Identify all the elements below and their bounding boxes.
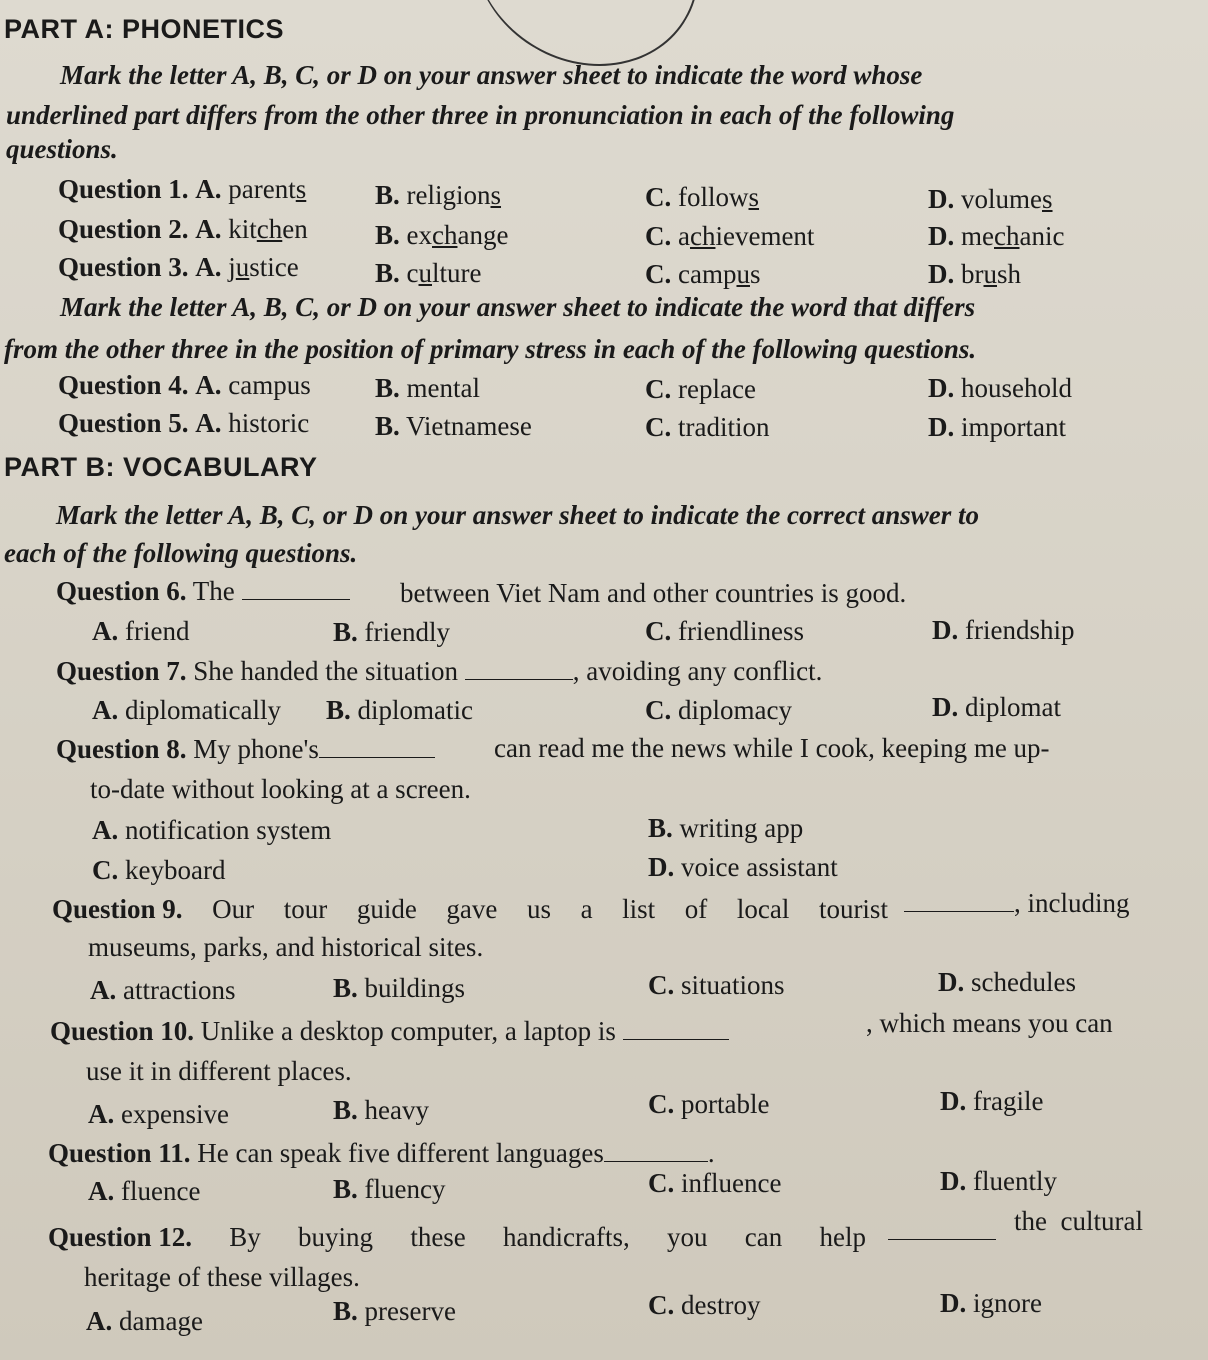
- question-text: The: [192, 576, 235, 606]
- option-text: fluency: [364, 1174, 446, 1204]
- answer-blank: [888, 1217, 996, 1240]
- option-text: buildings: [364, 973, 466, 1003]
- q12-option-c: [648, 1288, 760, 1322]
- option-text: notification system: [125, 815, 332, 845]
- option-text: situations: [681, 970, 785, 1000]
- part-a-title: PART A: PHONETICS: [4, 14, 285, 44]
- option-text: voice assistant: [681, 852, 838, 882]
- option-letter: B.: [375, 411, 400, 441]
- question-7: [56, 654, 822, 688]
- option-letter: C.: [645, 695, 672, 725]
- question-word: can: [744, 1222, 783, 1252]
- question-11: [48, 1136, 715, 1170]
- question-12-cont: the cultural: [1014, 1206, 1143, 1236]
- instruction-line: Mark the letter A, B, C, or D on your answer sheet to indicate the correct answer to: [56, 500, 980, 530]
- option-letter: C.: [645, 259, 672, 289]
- option-letter: A.: [86, 1306, 113, 1336]
- option-text: attractions: [123, 975, 236, 1005]
- option-text: fragile: [973, 1086, 1044, 1116]
- q10-option-c: [648, 1087, 769, 1121]
- q3-option-d: [928, 257, 1021, 291]
- option-text: replace: [678, 374, 756, 404]
- option-letter: C.: [92, 855, 119, 885]
- option-text: Vietnamese: [406, 411, 532, 441]
- q1-option-b: [375, 178, 501, 212]
- option-text: keyboard: [125, 855, 226, 885]
- option-letter: B.: [326, 695, 351, 725]
- q10-option-a: [88, 1097, 229, 1131]
- option-text: br: [961, 259, 984, 289]
- underlined-part: ch: [256, 214, 283, 244]
- answer-blank: [623, 1017, 729, 1040]
- q2-option-d: [928, 219, 1064, 253]
- option-text: friendliness: [678, 616, 804, 646]
- question-word: guide: [356, 894, 417, 924]
- question-label: Question 8.: [56, 734, 187, 764]
- question-text: .: [707, 1138, 715, 1168]
- option-letter: D.: [648, 852, 675, 882]
- question-4: [58, 368, 311, 402]
- question-label: Question 12.: [48, 1222, 193, 1252]
- option-text: diplomat: [965, 692, 1061, 722]
- option-letter: B.: [333, 973, 358, 1003]
- option-letter: A.: [92, 815, 119, 845]
- q8-option-b: [648, 811, 803, 845]
- q9-option-c: [648, 968, 785, 1002]
- option-letter: D.: [928, 221, 955, 251]
- option-letter: D.: [932, 615, 959, 645]
- q8-option-d: [648, 850, 838, 884]
- option-text: friendly: [364, 617, 450, 647]
- question-text: , avoiding any conflict.: [572, 656, 823, 686]
- q10-option-d: [940, 1084, 1043, 1118]
- question-5: [58, 406, 309, 440]
- option-letter: C.: [648, 970, 675, 1000]
- question-label: Question 6.: [56, 576, 187, 606]
- q6-option-b: [333, 615, 450, 649]
- instruction-line: Mark the letter A, B, C, or D on your answer sheet to indicate the word that differs: [60, 292, 976, 322]
- option-text: fluence: [121, 1176, 201, 1206]
- option-letter: A.: [92, 695, 119, 725]
- option-letter: A.: [195, 214, 222, 244]
- option-text: diplomatically: [125, 695, 281, 725]
- q4-option-b: [375, 371, 480, 405]
- option-letter: C.: [648, 1168, 675, 1198]
- option-letter: D.: [938, 967, 965, 997]
- question-8-cont: can read me the news while I cook, keeping me up-: [494, 733, 1050, 763]
- question-text: , including: [1014, 888, 1130, 918]
- question-label: Question 4.: [58, 370, 189, 400]
- option-letter: D.: [932, 692, 959, 722]
- option-text: en: [282, 214, 308, 244]
- option-letter: D.: [940, 1288, 967, 1318]
- q12-option-b: [333, 1294, 456, 1328]
- option-text: sh: [997, 259, 1022, 289]
- question-10-line2: use it in different places.: [86, 1056, 352, 1086]
- underlined-part: s: [748, 182, 760, 212]
- question-text: He can speak five different languages: [197, 1138, 604, 1168]
- question-12: [48, 1220, 866, 1254]
- underlined-part: u: [235, 252, 250, 282]
- q2-option-b: [375, 218, 508, 252]
- option-letter: A.: [88, 1099, 115, 1129]
- option-text: historic: [228, 408, 310, 438]
- option-text: destroy: [681, 1290, 761, 1320]
- option-letter: D.: [928, 373, 955, 403]
- option-letter: D.: [928, 184, 955, 214]
- option-text: kit: [228, 214, 257, 244]
- q7-option-d: [932, 690, 1061, 724]
- question-9-line2: museums, parks, and historical sites.: [88, 932, 484, 962]
- q5-option-b: [375, 409, 532, 443]
- option-letter: D.: [940, 1166, 967, 1196]
- question-10-cont: , which means you can: [866, 1008, 1113, 1038]
- option-text: stice: [249, 252, 299, 282]
- question-9-cont: [904, 886, 1130, 920]
- question-word: you: [667, 1222, 708, 1252]
- part-b-title: PART B: VOCABULARY: [4, 452, 318, 482]
- option-letter: A.: [90, 975, 117, 1005]
- option-letter: B.: [333, 1296, 358, 1326]
- question-label: Question 7.: [56, 656, 187, 686]
- option-text: expensive: [121, 1099, 229, 1129]
- question-label: Question 10.: [50, 1016, 195, 1046]
- underlined-part: ch: [689, 221, 716, 251]
- option-letter: A.: [92, 616, 119, 646]
- option-text: ange: [457, 220, 509, 250]
- option-text: diplomacy: [678, 695, 792, 725]
- option-letter: C.: [648, 1290, 675, 1320]
- question-label: Question 1.: [58, 174, 189, 204]
- option-text: important: [961, 412, 1066, 442]
- instruction-line: from the other three in the position of primary stress in each of the following questions.: [4, 334, 977, 364]
- question-word: list: [622, 894, 656, 924]
- option-text: writing app: [679, 813, 804, 843]
- q11-option-a: [88, 1174, 200, 1208]
- q10-option-b: [333, 1093, 429, 1127]
- question-label: Question 11.: [48, 1138, 191, 1168]
- question-word: local: [736, 894, 790, 924]
- underlined-part: s: [295, 174, 307, 204]
- q11-option-b: [333, 1172, 445, 1206]
- option-text: me: [961, 221, 994, 251]
- question-9: [52, 892, 888, 926]
- q9-option-d: [938, 965, 1076, 999]
- option-text: religion: [406, 180, 491, 210]
- q12-option-a: [86, 1304, 203, 1338]
- question-text: My phone's: [193, 734, 319, 764]
- question-3: [58, 250, 299, 284]
- option-text: portable: [681, 1089, 770, 1119]
- option-text: parent: [228, 174, 296, 204]
- question-12-line2: heritage of these villages.: [84, 1262, 360, 1292]
- option-letter: B.: [648, 813, 673, 843]
- underlined-part: ch: [432, 220, 458, 250]
- option-letter: B.: [375, 258, 400, 288]
- q4-option-c: [645, 372, 756, 406]
- option-text: ignore: [973, 1288, 1042, 1318]
- option-text: anic: [1019, 221, 1065, 251]
- underlined-part: u: [418, 258, 432, 288]
- option-letter: C.: [645, 374, 672, 404]
- q4-option-d: [928, 371, 1072, 405]
- underlined-part: u: [983, 259, 997, 289]
- question-word: these: [410, 1222, 466, 1252]
- option-text: preserve: [364, 1296, 456, 1326]
- option-text: mental: [406, 373, 480, 403]
- option-text: a: [678, 221, 690, 251]
- question-12-blank: [888, 1214, 996, 1248]
- option-letter: C.: [645, 412, 672, 442]
- option-text: friendship: [965, 615, 1075, 645]
- underlined-part: ch: [994, 221, 1020, 251]
- option-letter: A.: [88, 1176, 115, 1206]
- option-letter: C.: [645, 182, 672, 212]
- answer-blank: [465, 657, 573, 680]
- question-word: By: [229, 1222, 261, 1252]
- option-letter: A.: [195, 370, 222, 400]
- question-word: Our: [212, 894, 255, 924]
- option-text: lture: [432, 258, 482, 288]
- option-letter: B.: [333, 617, 358, 647]
- option-text: tradition: [678, 412, 770, 442]
- option-letter: B.: [333, 1095, 358, 1125]
- underlined-part: s: [1042, 184, 1053, 214]
- question-label: Question 9.: [52, 894, 183, 924]
- option-text: ex: [406, 220, 432, 250]
- option-text: follow: [678, 182, 749, 212]
- q11-option-c: [648, 1166, 781, 1200]
- question-label: Question 2.: [58, 214, 189, 244]
- option-text: s: [749, 259, 761, 289]
- question-1: [58, 172, 306, 206]
- question-word: tour: [283, 894, 328, 924]
- question-8-line2: to-date without looking at a screen.: [90, 774, 471, 804]
- option-text: volume: [961, 184, 1042, 214]
- question-10: [50, 1014, 729, 1048]
- option-letter: D.: [928, 259, 955, 289]
- option-letter: A.: [195, 252, 222, 282]
- question-word: a: [580, 894, 593, 924]
- q9-option-b: [333, 971, 465, 1005]
- question-label: Question 5.: [58, 408, 189, 438]
- question-text: Unlike a desktop computer, a laptop is: [200, 1016, 616, 1046]
- answer-blank: [604, 1139, 708, 1162]
- option-text: campus: [228, 370, 311, 400]
- question-word: of: [684, 894, 708, 924]
- q6-option-c: [645, 614, 804, 648]
- option-letter: C.: [645, 221, 672, 251]
- underlined-part: s: [490, 180, 502, 210]
- option-text: fluently: [973, 1166, 1057, 1196]
- question-word: gave: [446, 894, 498, 924]
- option-letter: B.: [375, 180, 400, 210]
- q8-option-a: [92, 813, 331, 847]
- underlined-part: u: [736, 259, 750, 289]
- q5-option-d: [928, 410, 1066, 444]
- q1-option-c: [645, 180, 759, 214]
- instruction-line: underlined part differs from the other three in pronunciation in each of the following: [6, 100, 955, 130]
- question-8: [56, 732, 435, 766]
- question-text: She handed the situation: [193, 656, 458, 686]
- option-text: damage: [119, 1306, 203, 1336]
- option-text: diplomatic: [357, 695, 473, 725]
- instruction-line: Mark the letter A, B, C, or D on your answer sheet to indicate the word whose: [60, 60, 923, 90]
- option-letter: B.: [375, 220, 400, 250]
- q6-option-a: [92, 614, 189, 648]
- q11-option-d: [940, 1164, 1057, 1198]
- question-word: handicrafts,: [503, 1222, 630, 1252]
- answer-blank: [319, 735, 435, 758]
- option-text: ievement: [715, 221, 815, 251]
- option-text: camp: [678, 259, 737, 289]
- option-letter: A.: [195, 174, 222, 204]
- option-text: household: [961, 373, 1072, 403]
- q8-option-c: [92, 853, 225, 887]
- option-letter: B.: [375, 373, 400, 403]
- option-text: friend: [125, 616, 190, 646]
- instruction-line: each of the following questions.: [4, 538, 358, 568]
- q5-option-c: [645, 410, 769, 444]
- q6-option-d: [932, 613, 1074, 647]
- q9-option-a: [90, 973, 235, 1007]
- answer-blank: [904, 889, 1014, 912]
- option-letter: C.: [648, 1089, 675, 1119]
- option-text: c: [406, 258, 419, 288]
- option-letter: B.: [333, 1174, 358, 1204]
- option-text: heavy: [364, 1095, 429, 1125]
- option-text: j: [228, 252, 236, 282]
- q3-option-c: [645, 257, 761, 291]
- option-text: influence: [681, 1168, 782, 1198]
- instruction-line: questions.: [6, 134, 118, 164]
- question-word: tourist: [818, 894, 888, 924]
- question-word: us: [526, 894, 551, 924]
- answer-blank: [242, 577, 350, 600]
- question-label: Question 3.: [58, 252, 189, 282]
- q7-option-b: [326, 693, 473, 727]
- option-letter: D.: [928, 412, 955, 442]
- q3-option-b: [375, 256, 481, 290]
- q1-option-d: [928, 182, 1053, 216]
- option-letter: D.: [940, 1086, 967, 1116]
- q7-option-c: [645, 693, 792, 727]
- question-2: [58, 212, 308, 246]
- question-word: buying: [298, 1222, 374, 1252]
- question-6-cont: between Viet Nam and other countries is good.: [400, 578, 907, 608]
- option-letter: C.: [645, 616, 672, 646]
- question-word: help: [819, 1222, 866, 1252]
- option-letter: A.: [195, 408, 222, 438]
- q7-option-a: [92, 693, 281, 727]
- option-text: schedules: [971, 967, 1076, 997]
- question-6: [56, 574, 350, 608]
- q2-option-c: [645, 219, 814, 253]
- q12-option-d: [940, 1286, 1042, 1320]
